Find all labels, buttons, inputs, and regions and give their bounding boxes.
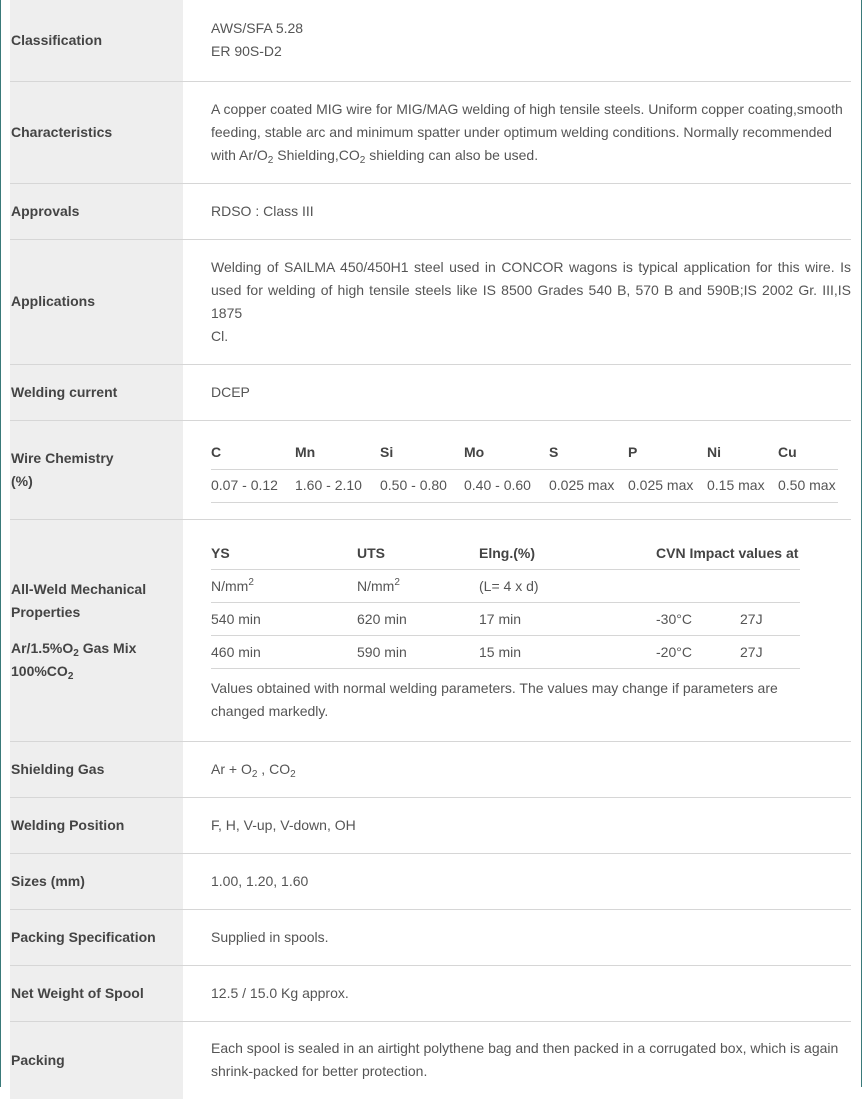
label-wire-chemistry [10,420,183,519]
value-characteristics [183,81,851,183]
wire-chemistry-label-line2: (%) [11,472,33,489]
chemistry-table [211,437,838,503]
mechanical-co2-a: 100%CO [11,662,68,679]
characteristics-text-a: A copper coated MIG wire for MIG/MAG welding of high tensile steels. Uniform copper coating,smooth feeding, stable arc and minimum spatter under optimum welding conditions. Normally recommended with Ar/O [211,100,843,163]
applications-text: Welding of SAILMA 450/450H1 steel used in CONCOR wagons is typical application for this wire. Is used for welding of high tensile steels like IS 8500 Grades 540 B, 570 B and 590B;IS 2002 Gr. III,IS 1875 [211,258,851,321]
mechanical-label-line4 [11,660,183,683]
elng-value: 17 min [479,603,656,636]
label-approvals: Approvals [10,183,183,239]
element-p: P [628,437,707,470]
mechanical-label-line3 [11,637,183,660]
classification-standard: AWS/SFA 5.28 [211,20,304,37]
header-cvn: CVN Impact values at [656,537,800,570]
shielding-sub-b: 2 [290,768,296,780]
ys-value: 540 min [211,603,357,636]
cvn-temp: -20°C [656,636,740,669]
header-ys: YS [211,537,357,570]
row-wire-chemistry [10,420,851,519]
cvn-value: 27J [740,636,800,669]
label-net-weight: Net Weight of Spool [10,965,183,1021]
applications-line2: Cl. [211,327,229,344]
element-mn: Mn [295,437,380,470]
mechanical-gas-mix-sub: 2 [73,647,79,659]
row-shielding-gas [10,741,851,797]
cvn-value: 27J [740,603,800,636]
product-spec-table [10,0,851,1099]
row-applications [10,239,851,364]
mechanical-label-line1: All-Weld Mechanical [11,580,147,597]
value-shielding-gas [183,741,851,797]
value-c: 0.07 - 0.12 [211,469,295,502]
chemistry-header-row [211,437,838,470]
elng-value: 15 min [479,636,656,669]
characteristics-sub-b: 2 [359,154,366,166]
cvn-temp: -30°C [656,603,740,636]
mechanical-label-line2: Properties [11,603,81,620]
value-welding-current: DCEP [183,364,851,420]
label-mechanical-properties [10,519,183,741]
value-applications [183,239,851,364]
row-packing [10,1021,851,1099]
row-mechanical-properties [10,519,851,741]
value-ni: 0.15 max [707,469,778,502]
characteristics-text-b: Shielding,CO [273,146,360,163]
value-p: 0.025 max [628,469,707,502]
value-approvals: RDSO : Class III [183,183,851,239]
unit-ys-text: N/mm [211,577,249,594]
row-classification [10,0,851,81]
element-c: C [211,437,295,470]
value-packing-specification: Supplied in spools. [183,909,851,965]
unit-temp [656,570,740,603]
header-uts: UTS [357,537,479,570]
label-welding-position: Welding Position [10,797,183,853]
value-mn: 1.60 - 2.10 [295,469,380,502]
row-net-weight [10,965,851,1021]
value-s: 0.025 max [549,469,628,502]
unit-uts-text: N/mm [357,577,395,594]
mechanical-co2-sub: 2 [67,670,74,682]
shielding-text-a: Ar + O [211,760,252,777]
label-welding-current: Welding current [10,364,183,420]
value-classification [183,0,851,81]
row-characteristics [10,81,851,183]
mechanical-units-row [211,570,800,603]
value-wire-chemistry [183,420,851,519]
mechanical-header-row [211,537,800,570]
mechanical-gas-mix-b: Gas Mix [78,639,137,656]
row-packing-specification [10,909,851,965]
unit-ys [211,570,357,603]
element-ni: Ni [707,437,778,470]
mechanical-data-row [211,636,800,669]
uts-value: 590 min [357,636,479,669]
mechanical-table [211,537,800,669]
label-sizes: Sizes (mm) [10,853,183,909]
row-welding-position [10,797,851,853]
mechanical-data-row [211,603,800,636]
value-cu: 0.50 max [778,469,838,502]
wire-chemistry-label-line1: Wire Chemistry [11,449,114,466]
ys-value: 460 min [211,636,357,669]
label-shielding-gas: Shielding Gas [10,741,183,797]
header-elng: Elng.(%) [479,537,656,570]
row-sizes [10,853,851,909]
label-packing-specification: Packing Specification [10,909,183,965]
element-cu: Cu [778,437,838,470]
row-welding-current [10,364,851,420]
value-si: 0.50 - 0.80 [380,469,464,502]
classification-grade: ER 90S-D2 [211,43,282,60]
value-mo: 0.40 - 0.60 [464,469,549,502]
unit-elng: (L= 4 x d) [479,570,656,603]
uts-value: 620 min [357,603,479,636]
shielding-sub-a: 2 [251,768,258,780]
label-classification: Classification [10,0,183,81]
unit-cvn [740,570,800,603]
element-si: Si [380,437,464,470]
element-s: S [549,437,628,470]
label-characteristics: Characteristics [10,81,183,183]
unit-uts [357,570,479,603]
label-packing: Packing [10,1021,183,1099]
value-welding-position: F, H, V-up, V-down, OH [183,797,851,853]
unit-uts-sup: 2 [394,576,400,588]
value-packing: Each spool is sealed in an airtight polythene bag and then packed in a corrugated box, which is again shrink-packed for better protection. [183,1021,851,1099]
mechanical-gas-mix-a: Ar/1.5%O [11,639,74,656]
label-applications: Applications [10,239,183,364]
value-mechanical-properties [183,519,851,741]
row-approvals [10,183,851,239]
characteristics-sub-a: 2 [267,154,274,166]
element-mo: Mo [464,437,549,470]
value-net-weight: 12.5 / 15.0 Kg approx. [183,965,851,1021]
chemistry-value-row [211,469,838,502]
value-sizes: 1.00, 1.20, 1.60 [183,853,851,909]
mechanical-note: Values obtained with normal welding parameters. The values may change if parameters are changed markedly. [211,680,778,719]
shielding-text-b: , CO [257,760,291,777]
unit-ys-sup: 2 [248,576,254,588]
characteristics-text-c: shielding can also be used. [365,146,539,163]
